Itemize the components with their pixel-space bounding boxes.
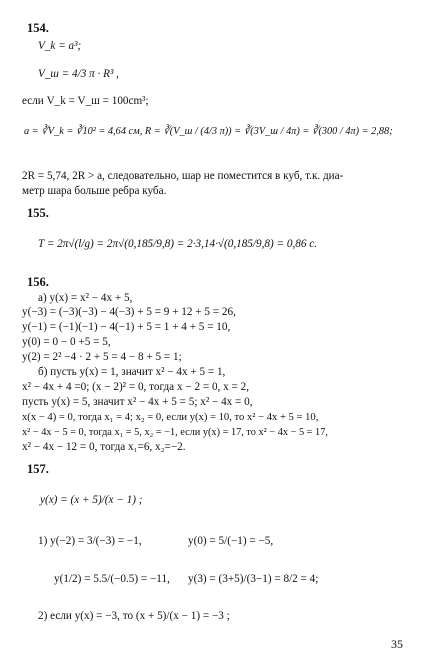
problem-156-line-5: y(2) = 2² −4 · 2 + 5 = 4 − 8 + 5 = 1; — [22, 351, 182, 363]
problem-156-line-9: x(x − 4) = 0, тогда x₁ = 4; x₂ = 0, если y(x) = 10, то x² − 4x + 5 = 10, — [22, 412, 319, 423]
problem-154-number: 154. — [27, 21, 49, 35]
problem-154-line-3: если V_k = V_ш = 100cm³; — [22, 95, 149, 107]
problem-156-line-7: x² − 4x + 4 =0; (x − 2)² = 0, тогда x − 2 = 0, x = 2, — [22, 381, 250, 393]
problem-156-line-2: y(−3) = (−3)(−3) − 4(−3) + 5 = 9 + 12 + 5 = 26, — [22, 306, 236, 318]
problem-157-line-3: y(0) = 5/(−1) = −5, — [188, 535, 274, 547]
problem-154-line-2: V_ш = 4/3 π · R³ , — [38, 68, 119, 80]
problem-156-line-3: y(−1) = (−1)(−1) − 4(−1) + 5 = 1 + 4 + 5 = 10, — [22, 321, 231, 333]
problem-157-line-5: y(3) = (3+5)/(3−1) = 8/2 = 4; — [188, 573, 319, 585]
problem-157-line-1: y(x) = (x + 5)/(x − 1) ; — [40, 494, 143, 506]
problem-154-line-5: 2R = 5,74, 2R > a, следовательно, шар не поместится в куб, т.к. диа- — [22, 170, 344, 182]
problem-154-line-6: метр шара больше ребра куба. — [22, 185, 167, 197]
problem-156-line-8: пусть y(x) = 5, значит x² − 4x + 5 = 5; x² − 4x = 0, — [22, 396, 253, 408]
problem-156-line-4: y(0) = 0 − 0 +5 = 5, — [22, 336, 111, 348]
problem-156-line-6: б) пусть y(x) = 1, значит x² − 4x + 5 = 1, — [38, 366, 226, 378]
problem-156-number: 156. — [27, 275, 49, 289]
problem-157-line-2: 1) y(−2) = 3/(−3) = −1, — [38, 535, 142, 547]
problem-155-number: 155. — [27, 206, 49, 220]
problem-156-line-11: x² − 4x − 12 = 0, тогда x₁=6, x₂=−2. — [22, 441, 186, 453]
page-number: 35 — [391, 637, 403, 651]
problem-157-line-6: 2) если y(x) = −3, то (x + 5)/(x − 1) = −3 ; — [38, 610, 230, 622]
problem-155-line-1: T = 2π√(l/g) = 2π√(0,185/9,8) = 2·3,14·√(0,185/9,8) = 0,86 с. — [38, 238, 318, 250]
problem-157-number: 157. — [27, 462, 49, 476]
problem-156-line-1: а) y(x) = x² − 4x + 5, — [38, 292, 133, 304]
problem-157-line-4: y(1/2) = 5.5/(−0.5) = −11, — [54, 573, 170, 585]
problem-154-line-4: a = ∛V_k = ∛10² = 4,64 см, R = ∛(V_ш / (4/3 π)) = ∛(3V_ш / 4π) = ∛(300 / 4π) = 2,88; — [24, 126, 393, 137]
problem-156-line-10: x² − 4x − 5 = 0, тогда x₁ = 5, x₂ = −1, если y(x) = 17, то x² − 4x − 5 = 17, — [22, 427, 328, 438]
problem-154-line-1: V_k = a³; — [38, 40, 82, 52]
